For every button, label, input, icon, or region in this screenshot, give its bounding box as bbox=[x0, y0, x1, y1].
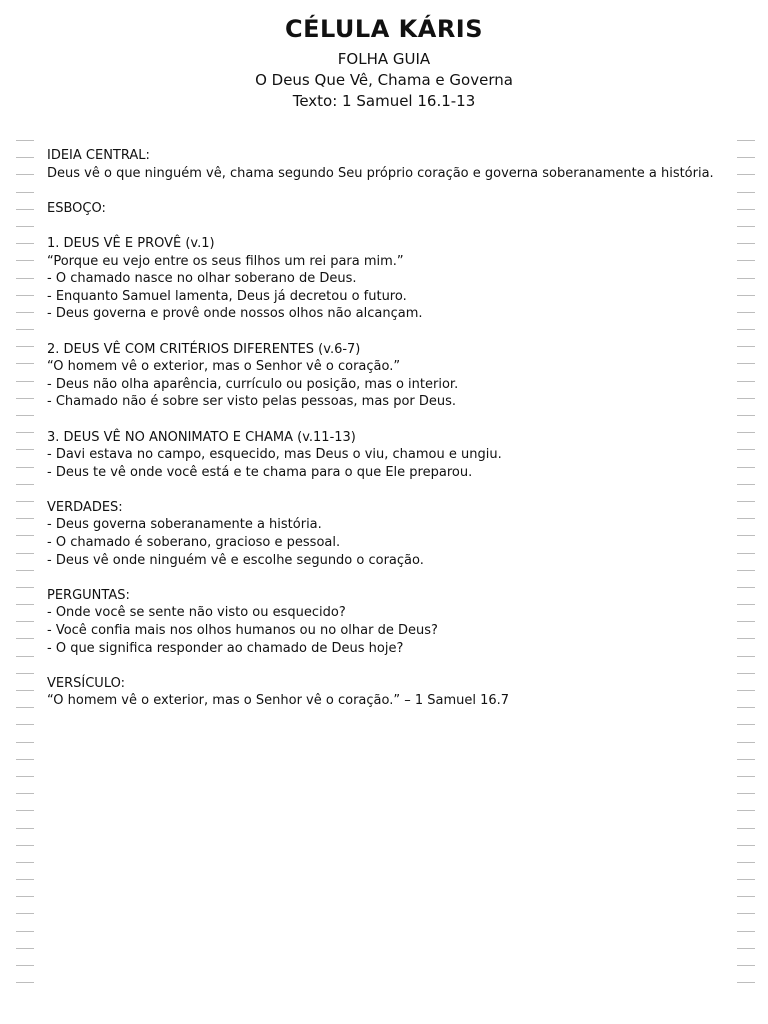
margin-tick bbox=[16, 759, 34, 760]
margin-tick bbox=[737, 604, 755, 605]
section-line: - Deus governa soberanamente a história. bbox=[47, 517, 322, 533]
margin-tick bbox=[737, 312, 755, 313]
section-line: “Porque eu vejo entre os seus filhos um rei para mim.” bbox=[47, 253, 404, 269]
margin-tick bbox=[737, 570, 755, 571]
text-reference: Texto: 1 Samuel 16.1-13 bbox=[292, 92, 476, 110]
margin-tick bbox=[737, 192, 755, 193]
margin-tick bbox=[16, 192, 34, 193]
section-heading: 1. DEUS VÊ E PROVÊ (v.1) bbox=[47, 235, 215, 251]
margin-tick bbox=[737, 656, 755, 657]
section-point-3 bbox=[47, 429, 737, 482]
margin-tick bbox=[16, 879, 34, 880]
margin-tick bbox=[16, 621, 34, 622]
margin-tick bbox=[737, 432, 755, 433]
margin-tick bbox=[16, 278, 34, 279]
margin-tick bbox=[737, 690, 755, 691]
section-versiculo bbox=[47, 675, 737, 710]
margin-tick bbox=[16, 174, 34, 175]
margin-tick bbox=[16, 398, 34, 399]
section-heading: ESBOÇO: bbox=[47, 200, 106, 216]
section-verdades bbox=[47, 499, 737, 569]
margin-tick bbox=[16, 484, 34, 485]
section-heading: VERSÍCULO: bbox=[47, 675, 125, 691]
margin-tick bbox=[737, 501, 755, 502]
margin-tick bbox=[737, 535, 755, 536]
margin-tick bbox=[737, 948, 755, 949]
section-line: - Você confia mais nos olhos humanos ou no olhar de Deus? bbox=[47, 623, 438, 639]
section-heading: 3. DEUS VÊ NO ANONIMATO E CHAMA (v.11-13) bbox=[47, 429, 356, 445]
margin-tick bbox=[737, 398, 755, 399]
margin-tick bbox=[737, 449, 755, 450]
margin-tick bbox=[16, 913, 34, 914]
section-line: - Deus te vê onde você está e te chama para o que Ele preparou. bbox=[47, 464, 473, 480]
margin-tick bbox=[16, 535, 34, 536]
margin-tick bbox=[16, 982, 34, 983]
section-heading: PERGUNTAS: bbox=[47, 587, 130, 603]
margin-tick bbox=[737, 828, 755, 829]
margin-tick bbox=[737, 913, 755, 914]
margin-tick bbox=[737, 793, 755, 794]
margin-tick bbox=[16, 243, 34, 244]
margin-tick bbox=[16, 381, 34, 382]
margin-tick bbox=[737, 209, 755, 210]
margin-tick bbox=[737, 776, 755, 777]
page-title: CÉLULA KÁRIS bbox=[284, 15, 484, 43]
section-line: “O homem vê o exterior, mas o Senhor vê o coração.” – 1 Samuel 16.7 bbox=[47, 693, 510, 709]
page-subtitle: FOLHA GUIA bbox=[337, 50, 431, 68]
margin-tick bbox=[16, 140, 34, 141]
margin-tick bbox=[737, 346, 755, 347]
margin-tick bbox=[737, 638, 755, 639]
margin-tick bbox=[737, 174, 755, 175]
margin-tick bbox=[737, 484, 755, 485]
margin-tick bbox=[16, 707, 34, 708]
margin-tick bbox=[737, 879, 755, 880]
margin-tick bbox=[737, 931, 755, 932]
margin-tick bbox=[16, 467, 34, 468]
section-line: Deus vê o que ninguém vê, chama segundo Seu próprio coração e governa soberanamente a história. bbox=[47, 165, 714, 181]
margin-tick bbox=[737, 965, 755, 966]
theme-line: O Deus Que Vê, Chama e Governa bbox=[255, 71, 513, 89]
margin-tick bbox=[16, 570, 34, 571]
margin-tick bbox=[16, 209, 34, 210]
margin-tick bbox=[16, 810, 34, 811]
section-perguntas bbox=[47, 587, 737, 657]
margin-tick bbox=[16, 587, 34, 588]
margin-tick bbox=[16, 415, 34, 416]
margin-tick bbox=[737, 363, 755, 364]
section-line: - Davi estava no campo, esquecido, mas Deus o viu, chamou e ungiu. bbox=[47, 447, 502, 463]
section-point-2 bbox=[47, 341, 737, 411]
margin-tick bbox=[737, 518, 755, 519]
section-line: - Deus governa e provê onde nossos olhos não alcançam. bbox=[47, 306, 423, 322]
margin-tick bbox=[16, 346, 34, 347]
section-line: - Deus não olha aparência, currículo ou posição, mas o interior. bbox=[47, 376, 459, 392]
margin-tick bbox=[16, 501, 34, 502]
margin-tick bbox=[737, 295, 755, 296]
margin-tick bbox=[737, 707, 755, 708]
margin-tick bbox=[16, 931, 34, 932]
margin-tick bbox=[737, 467, 755, 468]
margin-tick bbox=[16, 793, 34, 794]
margin-tick bbox=[16, 862, 34, 863]
margin-tick bbox=[16, 157, 34, 158]
margin-tick bbox=[737, 896, 755, 897]
margin-tick bbox=[737, 862, 755, 863]
margin-tick bbox=[16, 295, 34, 296]
right-margin-ticks bbox=[737, 140, 755, 999]
margin-tick bbox=[737, 742, 755, 743]
margin-tick bbox=[737, 759, 755, 760]
margin-tick bbox=[737, 724, 755, 725]
margin-tick bbox=[16, 948, 34, 949]
document-header bbox=[0, 14, 768, 112]
margin-tick bbox=[737, 982, 755, 983]
section-line: - O que significa responder ao chamado de Deus hoje? bbox=[47, 640, 404, 656]
margin-tick bbox=[737, 278, 755, 279]
margin-tick bbox=[16, 312, 34, 313]
margin-tick bbox=[737, 260, 755, 261]
margin-tick bbox=[737, 140, 755, 141]
margin-tick bbox=[737, 673, 755, 674]
section-esboco bbox=[47, 200, 737, 218]
margin-tick bbox=[16, 553, 34, 554]
margin-tick bbox=[16, 724, 34, 725]
margin-tick bbox=[16, 673, 34, 674]
document-body bbox=[47, 147, 737, 728]
margin-tick bbox=[737, 243, 755, 244]
left-margin-ticks bbox=[16, 140, 34, 999]
section-point-1 bbox=[47, 235, 737, 323]
margin-tick bbox=[16, 604, 34, 605]
margin-tick bbox=[16, 828, 34, 829]
margin-tick bbox=[16, 449, 34, 450]
margin-tick bbox=[16, 638, 34, 639]
section-heading: 2. DEUS VÊ COM CRITÉRIOS DIFERENTES (v.6-7) bbox=[47, 341, 361, 357]
margin-tick bbox=[16, 845, 34, 846]
margin-tick bbox=[16, 896, 34, 897]
margin-tick bbox=[737, 810, 755, 811]
margin-tick bbox=[16, 656, 34, 657]
section-line: “O homem vê o exterior, mas o Senhor vê o coração.” bbox=[47, 359, 401, 375]
margin-tick bbox=[737, 621, 755, 622]
margin-tick bbox=[737, 329, 755, 330]
margin-tick bbox=[16, 260, 34, 261]
margin-tick bbox=[16, 690, 34, 691]
margin-tick bbox=[737, 226, 755, 227]
section-line: - Onde você se sente não visto ou esquecido? bbox=[47, 605, 346, 621]
margin-tick bbox=[737, 553, 755, 554]
margin-tick bbox=[16, 742, 34, 743]
margin-tick bbox=[737, 587, 755, 588]
section-line: - Chamado não é sobre ser visto pelas pessoas, mas por Deus. bbox=[47, 394, 457, 410]
section-ideia-central bbox=[47, 147, 737, 182]
margin-tick bbox=[737, 157, 755, 158]
margin-tick bbox=[737, 415, 755, 416]
margin-tick bbox=[737, 381, 755, 382]
section-line: - Deus vê onde ninguém vê e escolhe segundo o coração. bbox=[47, 552, 424, 568]
margin-tick bbox=[737, 845, 755, 846]
margin-tick bbox=[16, 363, 34, 364]
section-heading: VERDADES: bbox=[47, 499, 123, 515]
margin-tick bbox=[16, 432, 34, 433]
section-heading: IDEIA CENTRAL: bbox=[47, 148, 150, 163]
section-line: - O chamado nasce no olhar soberano de Deus. bbox=[47, 271, 357, 287]
section-line: - O chamado é soberano, gracioso e pessoal. bbox=[47, 535, 341, 551]
margin-tick bbox=[16, 226, 34, 227]
margin-tick bbox=[16, 776, 34, 777]
section-line: - Enquanto Samuel lamenta, Deus já decretou o futuro. bbox=[47, 288, 407, 304]
margin-tick bbox=[16, 518, 34, 519]
margin-tick bbox=[16, 329, 34, 330]
margin-tick bbox=[16, 965, 34, 966]
